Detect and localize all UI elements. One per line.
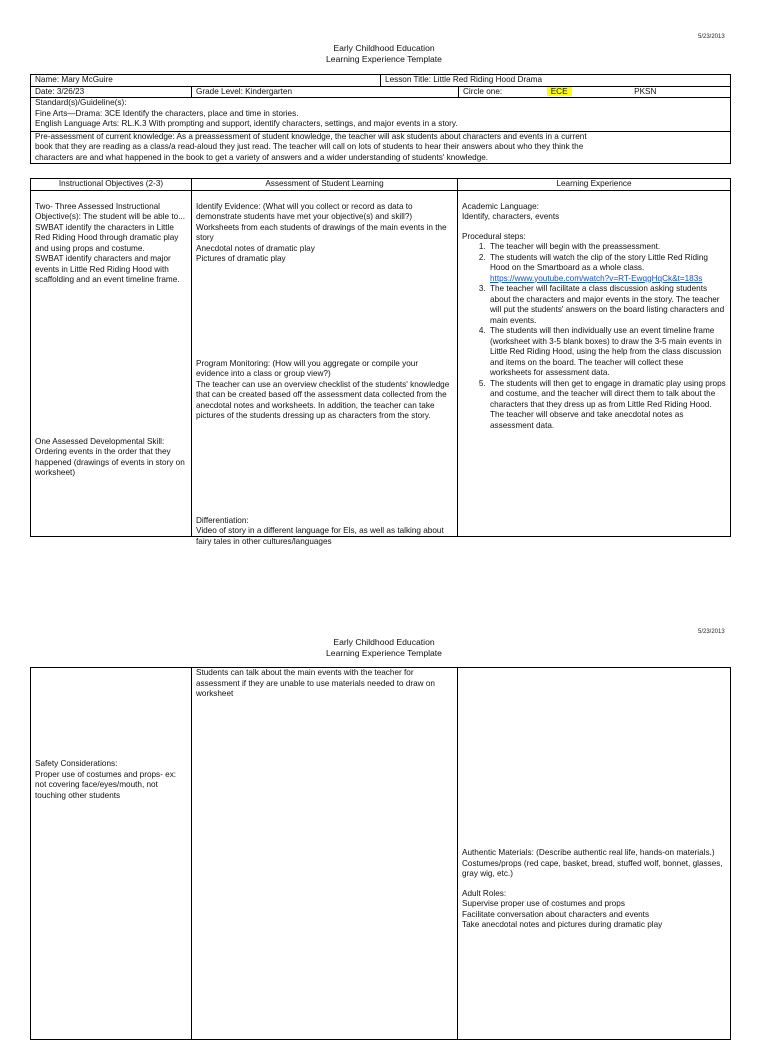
adult-role-1: Supervise proper use of costumes and props xyxy=(462,899,625,908)
standard-fine-arts: Fine Arts—Drama: 3CE Identify the characters, place and time in stories. xyxy=(35,108,299,118)
preassessment-cell xyxy=(31,131,731,164)
title-line-2: Learning Experience Template xyxy=(326,53,442,64)
lesson-plan-table xyxy=(30,178,731,546)
dev-skill-text: Ordering events in the order that they happened (drawings of events in story on worksheet) xyxy=(35,447,185,477)
column-header-experience: Learning Experience xyxy=(458,179,731,191)
academic-language-text: Identify, characters, events xyxy=(462,212,560,221)
procedural-heading: Procedural steps: xyxy=(462,231,526,241)
procedural-step-1: 1. The teacher will begin with the preassessment. xyxy=(488,242,726,253)
objectives-heading: Two- Three Assessed Instructional Objective(s): The student will be able to... xyxy=(35,201,186,221)
materials-text: Costumes/props (red cape, basket, bread, stuffed wolf, bonnet, glasses, gray wig, etc.) xyxy=(462,858,723,878)
document-title-page-2 xyxy=(0,637,768,658)
circle-option-ece: ECE xyxy=(547,87,572,96)
adult-role-3: Take anecdotal notes and pictures during dramatic play xyxy=(462,920,663,929)
page-date: 5/23/2013 xyxy=(698,34,725,40)
procedural-step-4: 4. The students will then individually use an event timeline frame (worksheet with 3-5 blank boxes) to draw the 3-5 main events in Little Red Riding Hood, using the help from the class discussion and items on the board. The teacher will collect these worksheets for assessment data. xyxy=(488,326,726,379)
procedural-step-3: 3. The teacher will facilitate a class discussion asking students about the characters and major events in the story. The teacher will put the students' answers on the board listing characters and main events. xyxy=(488,284,726,326)
lesson-plan-table-continued xyxy=(30,667,731,1040)
evidence-heading: Identify Evidence: (What will you collect or record as data to demonstrate students have met your objective(s) and skill?) xyxy=(196,201,413,221)
title-line-2: Learning Experience Template xyxy=(326,647,442,658)
evidence-item-3: Pictures of dramatic play xyxy=(196,254,286,263)
monitoring-heading: Program Monitoring: (How will you aggregate or compile your evidence into a class or group view?) xyxy=(196,358,419,378)
lesson-title-field: Lesson Title: Little Red Riding Hood Drama xyxy=(381,75,731,87)
objective-1: SWBAT identify the characters in Little Red Riding Hood through dramatic play and using props and costume. xyxy=(35,222,179,253)
column-header-assessment: Assessment of Student Learning xyxy=(192,179,458,191)
page-2-date: 5/23/2013 xyxy=(698,629,725,635)
evidence-item-1: Worksheets from each students of drawings of the main events in the story xyxy=(196,222,447,242)
materials-roles-cell xyxy=(458,668,731,1040)
adult-roles-heading: Adult Roles: xyxy=(462,888,507,898)
video-link[interactable]: https://www.youtube.com/watch?v=RT-EwqgHqCk&t=183s xyxy=(490,273,703,283)
circle-one-label: Circle one: xyxy=(463,86,503,96)
standard-ela: English Language Arts: RL.K.3 With prompting and support, identify characters, settings, and major events in a story. xyxy=(35,119,458,128)
title-line-1: Early Childhood Education xyxy=(333,637,435,647)
differentiation-continued-text: Students can talk about the main events with the teacher for assessment if they are unable to use materials needed to draw on worksheet xyxy=(196,668,435,698)
safety-heading: Safety Considerations: xyxy=(35,759,118,768)
academic-language-heading: Academic Language: xyxy=(462,201,539,211)
safety-column-cell xyxy=(31,668,192,1040)
experience-cell xyxy=(458,190,731,536)
standards-cell xyxy=(31,98,731,132)
preassessment-line-2: book that they are reading as a class/a read-aloud they just read. The teacher will call on lots of students to hear their answers about who they think the xyxy=(35,142,584,151)
objectives-cell xyxy=(31,190,192,536)
evidence-item-2: Anecdotal notes of dramatic play xyxy=(196,243,315,253)
standards-heading: Standard(s)/Guideline(s): xyxy=(35,98,127,107)
column-header-objectives: Instructional Objectives (2-3) xyxy=(31,179,192,191)
grade-level-field: Grade Level: Kindergarten xyxy=(192,86,459,98)
circle-one-field xyxy=(459,86,731,98)
differentiation-text: Video of story in a different language for Els, as well as talking about fairy tales in other cultures/languages xyxy=(196,526,444,546)
differentiation-heading: Differentiation: xyxy=(196,515,249,525)
monitoring-text: The teacher can use an overview checklist of the students' knowledge that can be created based off the assessment data collected from the anecdotal notes and worksheets. In addition, the teacher can take pictures of the students dressing up as characters from the story. xyxy=(196,379,450,420)
objective-2: SWBAT identify characters and major events in Little Red Riding Hood with scaffolding and an event timeline frame. xyxy=(35,254,180,284)
document-title xyxy=(0,43,768,64)
procedural-step-2: 2. The students will watch the clip of the story Little Red Riding Hood on the Smartboard as a whole class. https://www.youtube.com/watch?v=RT-EwqgHqCk&t=183s xyxy=(488,253,726,285)
procedural-step-5: 5. The students will then get to engage in dramatic play using props and costume, and the teacher will direct them to talk about the characters that they dress up as from Little Red Riding Hood. The teacher will observe and take anecdotal notes as assessment data. xyxy=(488,379,726,432)
circle-option-pksn: PKSN xyxy=(634,86,657,96)
dev-skill-heading: One Assessed Developmental Skill: xyxy=(35,436,165,446)
preassessment-line-1: Pre-assessment of current knowledge: As a preassessment of student knowledge, the teacher will ask students about characters and events in a current xyxy=(35,131,587,141)
adult-role-2: Facilitate conversation about characters and events xyxy=(462,909,650,919)
procedural-steps-list xyxy=(462,242,726,431)
name-field: Name: Mary McGuire xyxy=(31,75,381,87)
title-line-1: Early Childhood Education xyxy=(333,43,435,53)
differentiation-continued-cell xyxy=(192,668,458,1040)
safety-text: Proper use of costumes and props- ex: not covering face/eyes/mouth, not touching other students xyxy=(35,769,177,800)
materials-heading: Authentic Materials: (Describe authentic real life, hands-on materials.) xyxy=(462,848,715,857)
date-field: Date: 3/26/23 xyxy=(31,86,192,98)
assessment-cell xyxy=(192,190,458,546)
header-info-table xyxy=(30,74,731,164)
preassessment-line-3: characters are and what happened in the book to get a variety of answers and a wider understanding of students' knowledge. xyxy=(35,152,489,162)
